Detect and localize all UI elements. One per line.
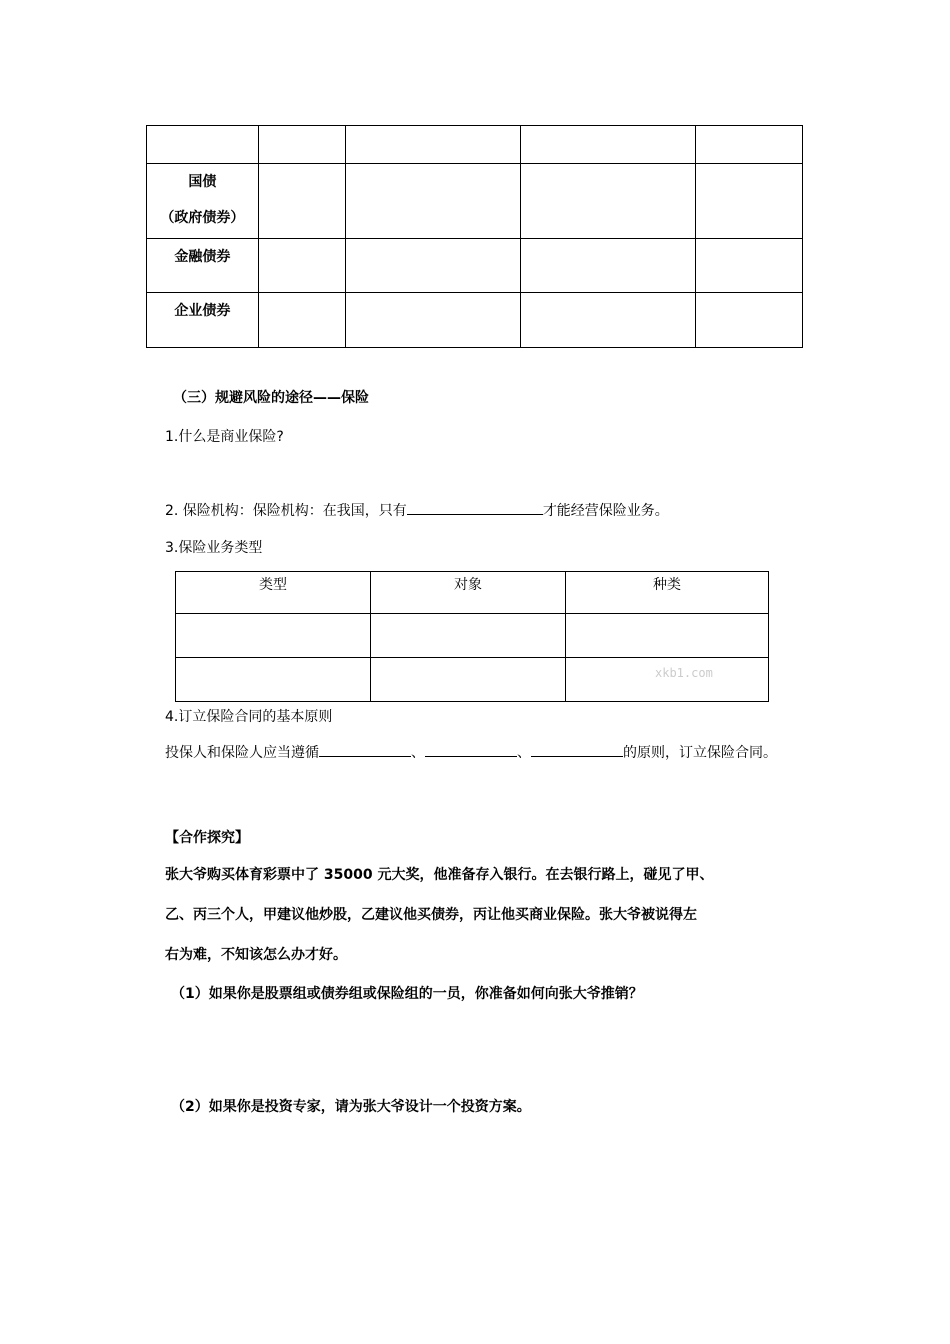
table-cell [566, 614, 769, 658]
paragraph-line: 张大爷购买体育彩票中了 35000 元大奖，他准备存入银行。在去银行路上，碰见了甲、 [165, 867, 714, 883]
label-line: （政府债券） [160, 210, 245, 226]
table-cell [520, 239, 695, 293]
question-4-line [165, 742, 777, 762]
label-line: 企业债券 [174, 303, 231, 319]
header-kind: 种类 [566, 572, 769, 614]
question-2 [165, 500, 669, 520]
table-cell [258, 239, 346, 293]
label-line: 国债 [188, 174, 217, 190]
label-line: 金融债券 [174, 249, 231, 265]
table-cell [520, 126, 695, 164]
table-cell [346, 293, 520, 348]
table-cell [346, 164, 520, 239]
cooperation-heading: 【合作探究】 [165, 830, 249, 846]
table-row [147, 164, 803, 239]
table-cell [696, 239, 803, 293]
table-cell [371, 614, 566, 658]
section-heading: （三）规避风险的途径——保险 [173, 390, 369, 406]
question-2-suffix: 才能经营保险业务。 [542, 503, 669, 519]
table-cell [258, 126, 346, 164]
blank-field[interactable] [319, 742, 411, 757]
question-2-prefix: 2. 保险机构：保险机构：在我国，只有 [165, 503, 407, 519]
header-type: 类型 [176, 572, 371, 614]
q4-prefix: 投保人和保险人应当遵循 [165, 745, 319, 761]
cooperation-question-1: （1）如果你是股票组或债券组或保险组的一员，你准备如何向张大爷推销？ [171, 986, 643, 1002]
table-cell [696, 164, 803, 239]
table-row [147, 239, 803, 293]
watermark: xkb1.com [655, 666, 713, 680]
blank-field[interactable] [425, 742, 517, 757]
table-cell [520, 293, 695, 348]
q4-suffix: 的原则，订立保险合同。 [623, 745, 777, 761]
insurance-type-table [175, 571, 769, 702]
row-label-gov-bond [147, 164, 259, 239]
table-cell [346, 239, 520, 293]
bond-table [146, 125, 803, 348]
question-4: 4.订立保险合同的基本原则 [165, 709, 333, 725]
paragraph-line: 乙、丙三个人，甲建议他炒股，乙建议他买债券，丙让他买商业保险。张大爷被说得左 [165, 907, 697, 923]
blank-field[interactable] [407, 500, 543, 515]
separator: 、 [517, 745, 531, 761]
table-header-row [176, 572, 769, 614]
row-label-financial-bond [147, 239, 259, 293]
table-cell [346, 126, 520, 164]
table-cell [371, 658, 566, 702]
question-3: 3.保险业务类型 [165, 540, 263, 556]
question-1: 1.什么是商业保险? [165, 429, 284, 445]
blank-field[interactable] [531, 742, 623, 757]
table-cell [520, 164, 695, 239]
table-cell [258, 293, 346, 348]
paragraph-line: 右为难，不知该怎么办才好。 [165, 947, 347, 963]
table-row [147, 293, 803, 348]
table-cell [176, 614, 371, 658]
table-cell [696, 126, 803, 164]
table-cell [696, 293, 803, 348]
separator: 、 [411, 745, 425, 761]
header-object: 对象 [371, 572, 566, 614]
table-cell [176, 658, 371, 702]
table-row [147, 126, 803, 164]
table-cell [258, 164, 346, 239]
table-cell [147, 126, 259, 164]
cooperation-question-2: （2）如果你是投资专家，请为张大爷设计一个投资方案。 [171, 1099, 531, 1115]
table-row [176, 614, 769, 658]
row-label-corporate-bond [147, 293, 259, 348]
